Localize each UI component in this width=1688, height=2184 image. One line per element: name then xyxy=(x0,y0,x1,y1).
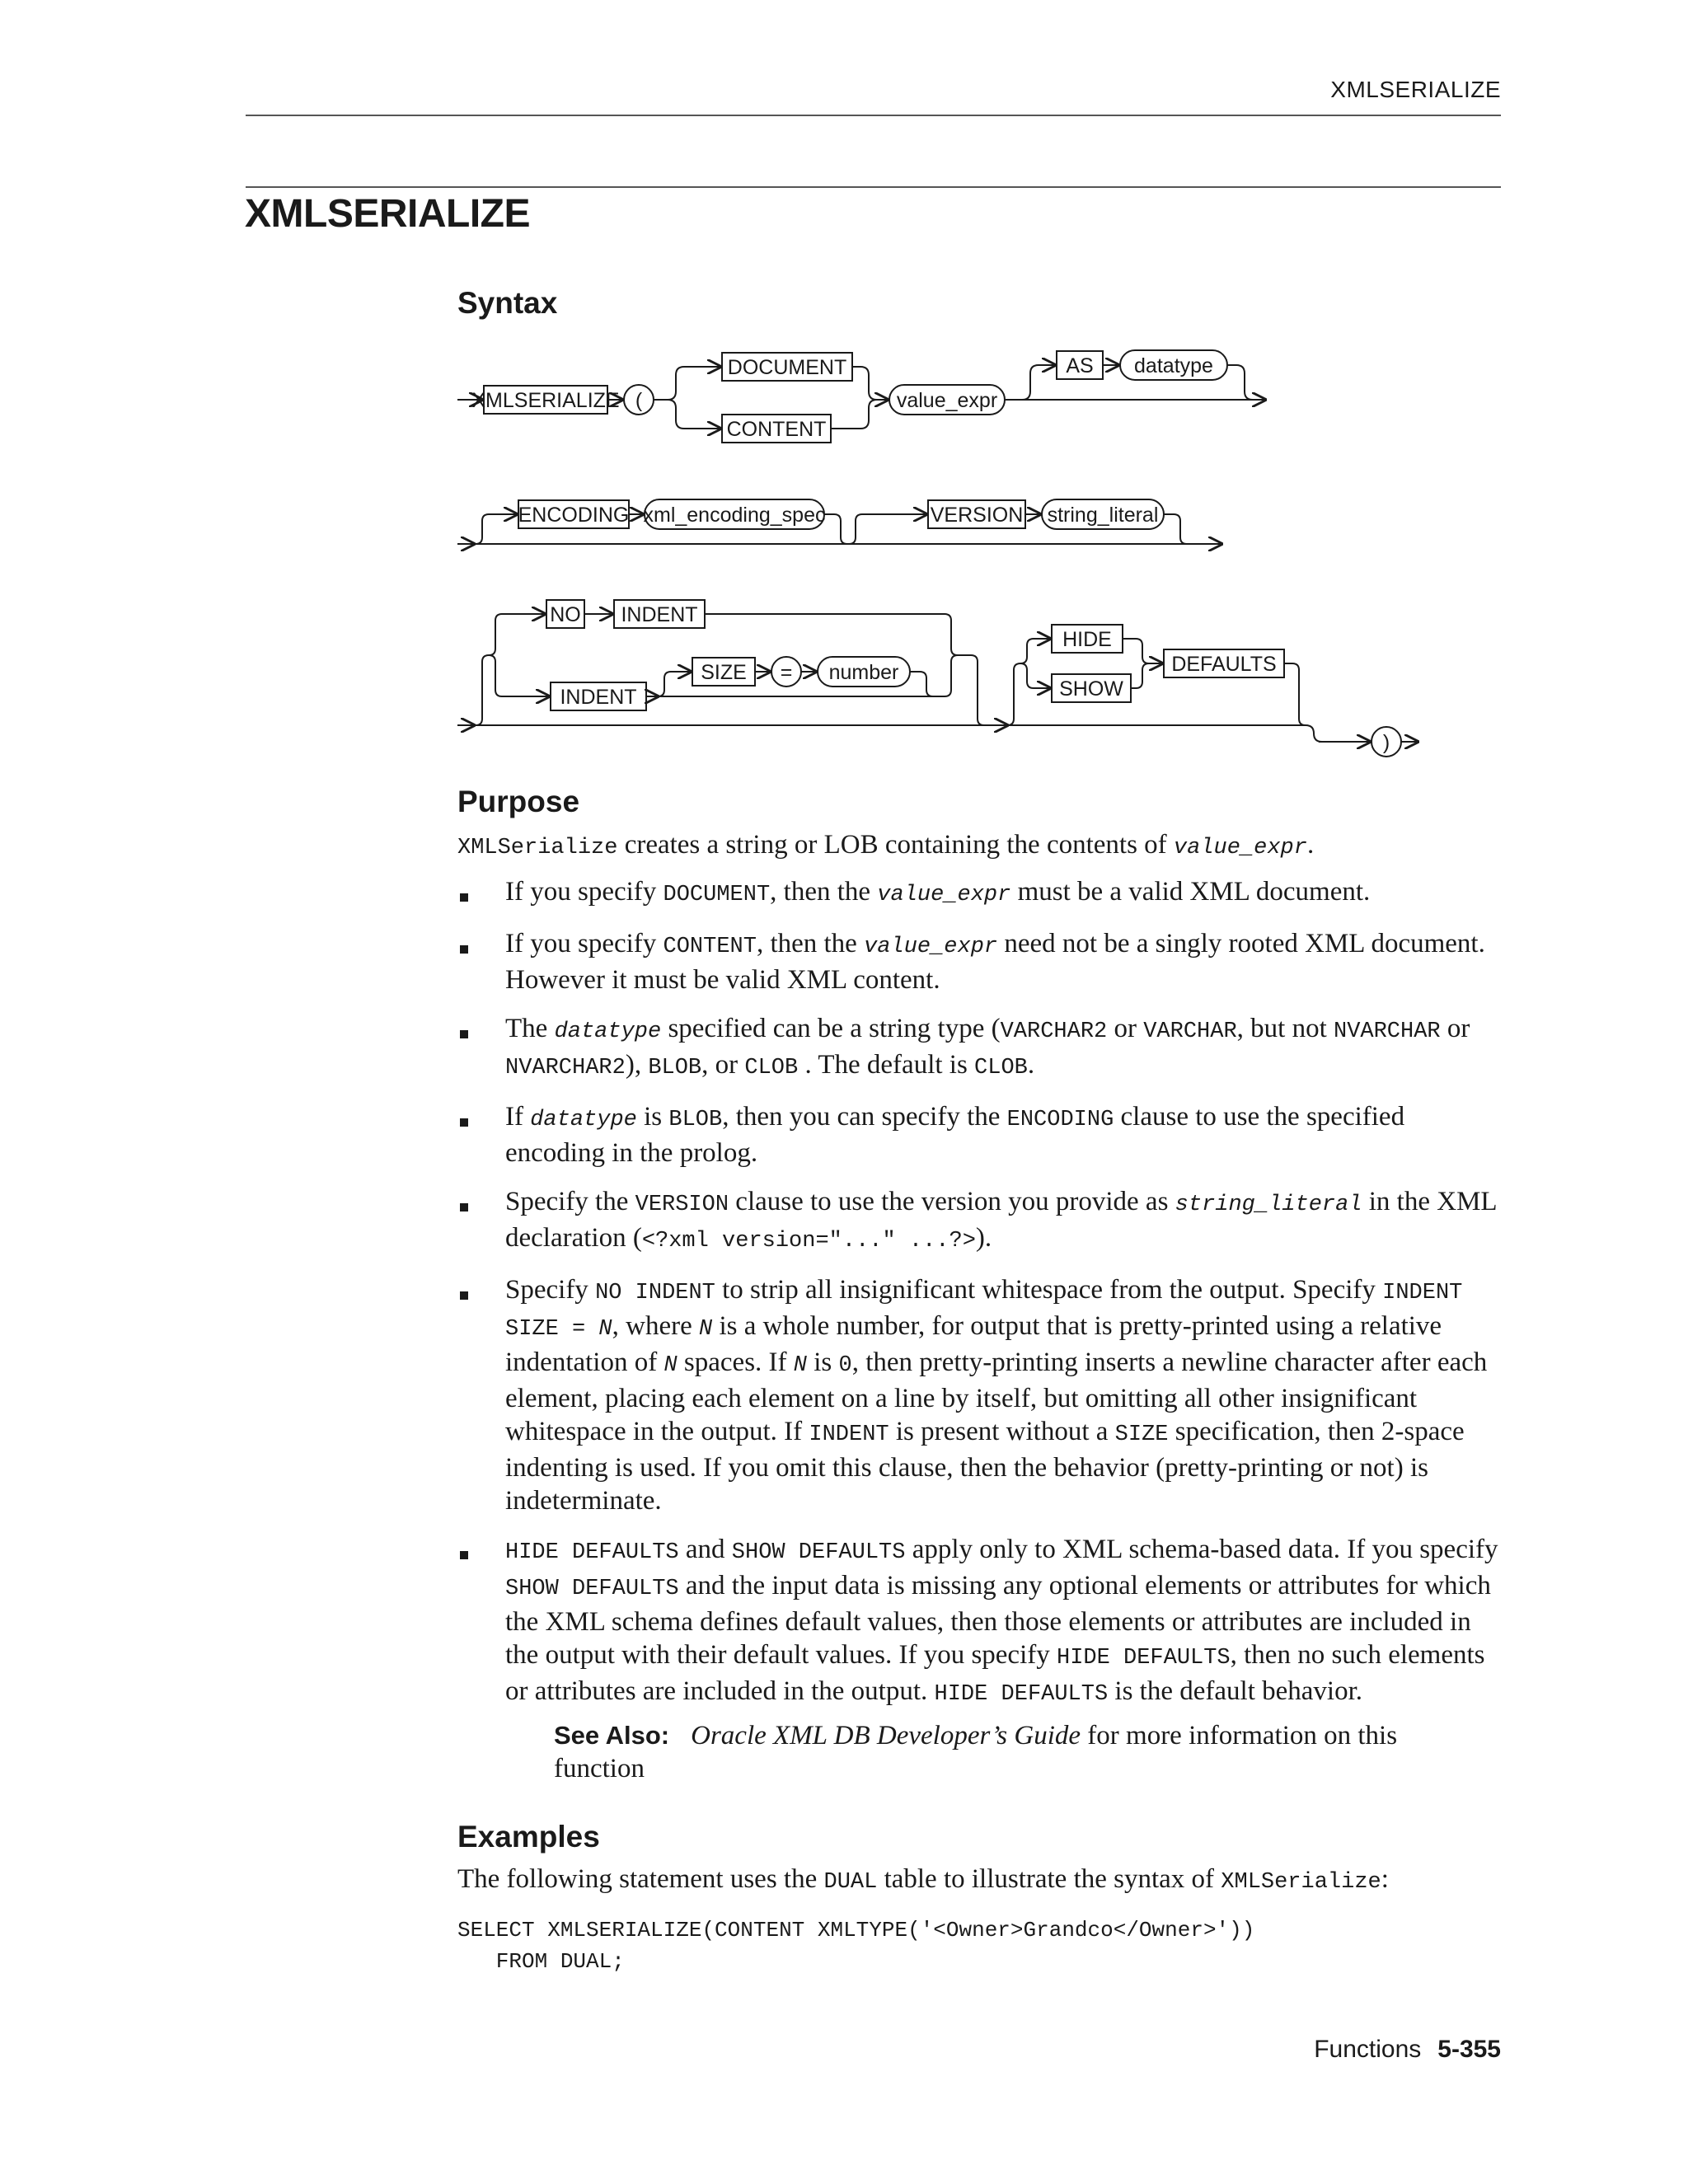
kw-hide: HIDE xyxy=(1062,628,1112,651)
examples-heading: Examples xyxy=(457,1820,600,1854)
kw-indent-no: INDENT xyxy=(621,603,698,626)
kw-defaults: DEFAULTS xyxy=(1171,653,1277,676)
bullet-content: If you specify CONTENT, then the value_expr need not be a singly rooted XML document. However it must be valid XML content. xyxy=(457,927,1504,996)
param-value-expr: value_expr xyxy=(896,389,998,412)
bullet-version: Specify the VERSION clause to use the version you provide as string_literal in the XML declaration (<?xml version="..." ...?>). xyxy=(457,1185,1504,1258)
purpose-heading: Purpose xyxy=(457,785,580,818)
kw-xmlserialize: XMLSERIALIZE xyxy=(471,389,620,412)
kw-document: DOCUMENT xyxy=(727,356,847,379)
kw-as: AS xyxy=(1066,354,1094,377)
bullet-datatype: The datatype specified can be a string type (VARCHAR2 or VARCHAR, but not NVARCHAR or NVARCHAR2), BLOB, or CLOB . The default is CLOB. xyxy=(457,1012,1504,1085)
header-rule xyxy=(246,115,1501,116)
kw-version: VERSION xyxy=(930,504,1024,527)
bullet-encoding: If datatype is BLOB, then you can specify the ENCODING clause to use the specified encoding in the prolog. xyxy=(457,1100,1504,1169)
close-paren: ) xyxy=(1382,731,1390,754)
kw-no: NO xyxy=(550,603,581,626)
kw-content: CONTENT xyxy=(726,418,827,441)
kw-indent: INDENT xyxy=(560,686,637,709)
bullet-document: If you specify DOCUMENT, then the value_expr must be a valid XML document. xyxy=(457,875,1504,912)
footer-section: Functions xyxy=(1314,2036,1422,2063)
see-also-label: See Also: xyxy=(554,1721,670,1750)
kw-equals: = xyxy=(780,661,793,684)
purpose-intro: XMLSerialize creates a string or LOB containing the contents of value_expr. xyxy=(457,830,1315,860)
examples-intro: The following statement uses the DUAL table to illustrate the syntax of XMLSerialize: xyxy=(457,1864,1389,1895)
kw-show: SHOW xyxy=(1059,677,1123,701)
param-string-literal: string_literal xyxy=(1047,504,1159,527)
param-datatype: datatype xyxy=(1134,354,1213,377)
param-xml-encoding-spec: xml_encoding_spec xyxy=(643,504,826,527)
kw-encoding: ENCODING xyxy=(518,504,630,527)
param-number: number xyxy=(828,661,899,684)
running-head: XMLSERIALIZE xyxy=(1330,77,1501,102)
bullet-defaults: HIDE DEFAULTS and SHOW DEFAULTS apply only to XML schema-based data. If you specify SHOW DEFAULTS and the input data is missing any optional elements or attributes for which the XML schema defines default values, then those elements or attributes are included in the output with their default values. If you specify HIDE DEFAULTS, then no such elements or attributes are included in the output. HIDE DEFAULTS is the default behavior. xyxy=(457,1533,1504,1711)
page-footer xyxy=(1314,2036,1501,2064)
purpose-bullets xyxy=(457,875,1504,1727)
kw-size: SIZE xyxy=(701,661,747,684)
open-paren: ( xyxy=(635,389,643,412)
syntax-heading: Syntax xyxy=(457,286,558,320)
page-number: 5-355 xyxy=(1437,2036,1501,2063)
page-title: XMLSERIALIZE xyxy=(245,192,531,236)
see-also-book-link[interactable]: Oracle XML DB Developer’s Guide xyxy=(691,1721,1081,1750)
title-rule xyxy=(246,186,1501,188)
syntax-diagram xyxy=(453,342,1442,771)
example-code-block: SELECT XMLSERIALIZE(CONTENT XMLTYPE('<Owner>Grandco</Owner>')) FROM DUAL; xyxy=(457,1918,1255,1974)
see-also-note: See Also: Oracle XML DB Developer’s Guide for more information on this function xyxy=(554,1721,1398,1783)
bullet-indent: Specify NO INDENT to strip all insignificant whitespace from the output. Specify INDENT SIZE = N, where N is a whole number, for output that is pretty-printed using a relative indentation of N spaces. If N is 0, then pretty-printing inserts a newline character after each element, placing each element on a line by itself, but omitting all other insignificant whitespace in the output. If INDENT is present without a SIZE specification, then 2-space indenting is used. If you omit this clause, then the behavior (pretty-printing or not) is indeterminate. xyxy=(457,1273,1504,1517)
